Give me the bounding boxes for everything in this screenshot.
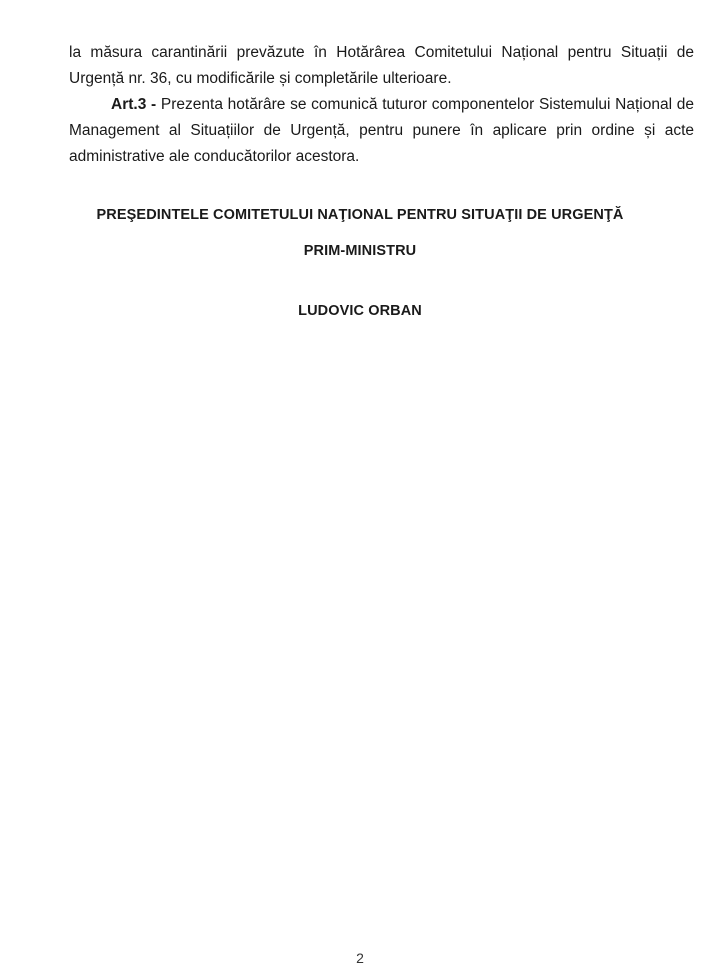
- article-3-text: Prezenta hotărâre se comunică tuturor componentelor Sistemului Național de Management al Situațiilor de Urgență, pentru punere în aplicare prin ordine și acte administrative ale conducătorilor acestora.: [69, 96, 694, 165]
- signature-name: LUDOVIC ORBAN: [298, 303, 422, 319]
- article-3-paragraph: [69, 92, 694, 170]
- page-number: 2: [356, 950, 364, 966]
- article-3-label: Art.3 -: [111, 96, 157, 113]
- document-body: [69, 40, 694, 170]
- paragraph-continuation: la măsura carantinării prevăzute în Hotărârea Comitetului Național pentru Situații de Urgență nr. 36, cu modificările și completările ulterioare.: [69, 44, 694, 87]
- signature-role: PRIM-MINISTRU: [303, 243, 417, 259]
- signature-title: PREŞEDINTELE COMITETULUI NAŢIONAL PENTRU SITUAŢII DE URGENŢĂ: [96, 207, 624, 223]
